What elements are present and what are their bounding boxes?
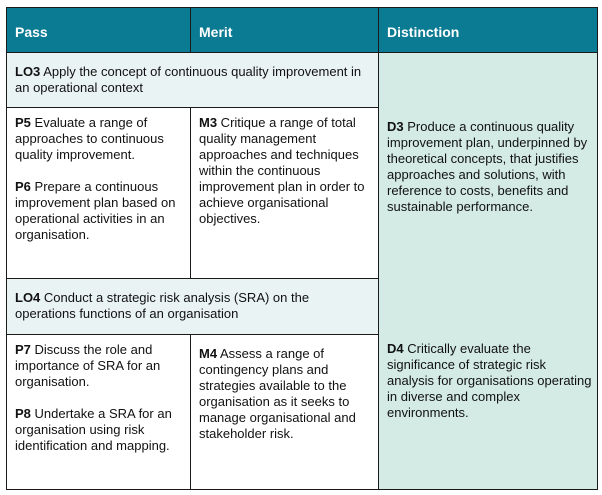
p8-text: Undertake a SRA for an organisation using risk identification and mapping. xyxy=(15,406,172,453)
header-distinction xyxy=(378,7,598,53)
d3-criterion xyxy=(387,119,592,215)
d3-text: Produce a continuous quality improvement plan, underpinned by theoretical concepts, that justifies approaches and solutions, with reference to costs, benefits and sustainable performance. xyxy=(387,119,588,214)
m4-code: M4 xyxy=(199,346,218,361)
lo4-row xyxy=(6,278,379,335)
pass-cell-p5-p6 xyxy=(6,107,191,279)
p7-code: P7 xyxy=(15,342,31,357)
p8-code: P8 xyxy=(15,406,31,421)
p8-criterion xyxy=(15,406,182,454)
m3-code: M3 xyxy=(199,115,218,130)
pass-cell-p7-p8 xyxy=(6,334,191,490)
distinction-column xyxy=(378,52,598,490)
p7-criterion xyxy=(15,342,182,390)
lo4-text: Conduct a strategic risk analysis (SRA) on the operations functions of an organisation xyxy=(15,290,310,321)
m3-text: Critique a range of total quality management approaches and techniques within the continuous improvement plan in order to achieve organisational objectives. xyxy=(199,115,365,226)
merit-cell-m4 xyxy=(190,334,379,490)
p5-text: Evaluate a range of approaches to continuous quality improvement. xyxy=(15,115,164,162)
m3-criterion xyxy=(199,115,370,227)
p5-code: P5 xyxy=(15,115,31,130)
d4-text: Critically evaluate the significance of strategic risk analysis for organisations operating in diverse and complex environments. xyxy=(387,341,592,420)
header-pass xyxy=(6,7,191,53)
lo3-text: Apply the concept of continuous quality improvement in an operational context xyxy=(15,64,362,95)
lo4-code: LO4 xyxy=(15,290,41,305)
d4-criterion xyxy=(387,341,592,421)
m4-text: Assess a range of contingency plans and strategies available to the organisation as it seeks to manage organisational and stakeholder risk. xyxy=(199,346,356,441)
merit-cell-m3 xyxy=(190,107,379,279)
d3-code: D3 xyxy=(387,119,404,134)
assessment-criteria-table xyxy=(6,7,598,490)
p5-criterion xyxy=(15,115,182,163)
p6-code: P6 xyxy=(15,179,31,194)
header-distinction-label: Distinction xyxy=(387,24,460,40)
p6-criterion xyxy=(15,179,182,243)
d4-code: D4 xyxy=(387,341,404,356)
m4-criterion xyxy=(199,342,370,442)
header-merit-label: Merit xyxy=(199,24,233,40)
lo3-code: LO3 xyxy=(15,64,41,79)
p6-text: Prepare a continuous improvement plan based on operational activities in an organisation. xyxy=(15,179,176,242)
header-merit xyxy=(190,7,379,53)
header-pass-label: Pass xyxy=(15,24,48,40)
p7-text: Discuss the role and importance of SRA for an organisation. xyxy=(15,342,161,389)
lo3-row xyxy=(6,52,379,108)
